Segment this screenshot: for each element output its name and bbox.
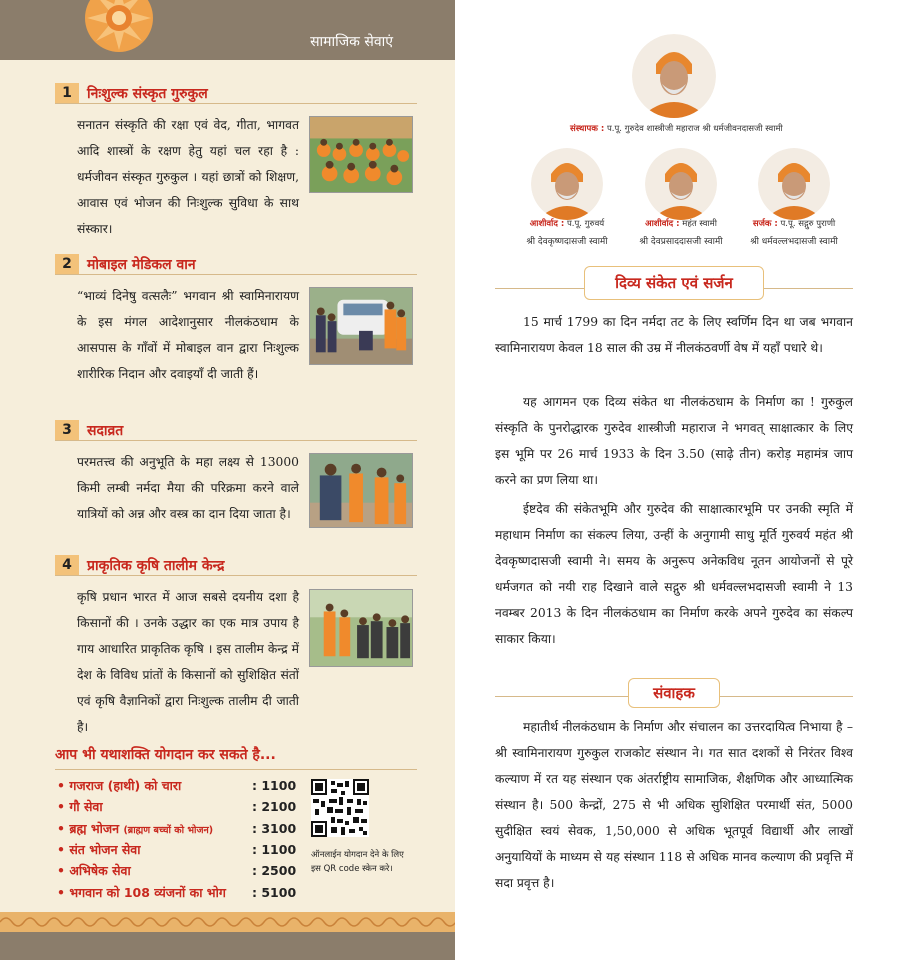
contribution-label: गजराज (हाथी) को चारा [69,778,182,794]
section-3-text: परमतत्त्व की अनुभूति के महा लक्ष्य से 13000 किमी लम्बी नर्मदा मैया की परिक्रमा करने वाले यात्रियों को अन्न और वस्त्र का दान दिया जाता है। [77,455,299,521]
footer-bar [0,932,455,960]
qr-code-icon[interactable] [311,778,369,838]
contribution-amount: : 1100 [252,778,297,794]
saint-caption-2 [628,218,734,247]
gurukul-students-photo [309,116,413,193]
divider [55,440,417,441]
footer-pattern [0,912,455,932]
contribution-label: संत भोजन सेवा [69,842,141,858]
section-1-text: सनातन संस्कृति की रक्षा एवं वेद, गीता, भागवत आदि शास्त्रों के रक्षण हेतु यहां चल रहा है : धर्मजीवन संस्कृत गुरुकुल । यहां छात्रों को शिक्षण, आवास एवं भोजन की निःशुल्क सुविधा के साथ संस्कार। [77,118,299,236]
section-title: मोबाइल मेडिकल वान [87,256,196,273]
contribution-label: भगवान को 108 व्यंजनों का भोग [69,884,226,900]
farming-training-photo [309,589,413,667]
section-number: 2 [55,254,79,274]
section-title: सदाव्रत [87,422,124,439]
saint-name: श्री धर्मवल्लभदासजी स्वामी [750,237,838,247]
list-item: • गजराज (हाथी) को चारा : 1100 [57,778,297,794]
contribution-amount: : 2100 [252,799,297,815]
divine-paragraph-3: ईष्टदेव की संकेतभूमि और गुरुदेव की साक्षात्कारभूमि पर उनकी स्मृति में महाधाम निर्माण का संकल्प लिया, उन्हीं के अनुगामी साधु मूर्ति गुरुवर्य महंत श्री देवकृष्णदासजी स्वामी ने। समय के अनुरूप अनेकविध नूतन आयोजनों से पूरे धर्मजगत को नयी राह दिखाने वाले सद्गुरु श्री धर्मवल्लभदासजी स्वामी ने 13 नवम्बर 2013 के दिन नीलकंठधाम का निर्माण करके अपने गुरुदेव का संकल्प साकार किया। [495,502,853,646]
contribution-label: अभिषेक सेवा [69,863,131,879]
header-bar [0,0,455,60]
founder-role: संस्थापक : [570,124,605,134]
section-3-heading [55,419,123,441]
operator-heading: संवाहक [628,678,720,708]
divider [55,274,417,275]
contribution-sublabel: (ब्राह्मण बच्चों को भोजन) [123,824,214,836]
contribution-label: गौ सेवा [69,799,103,815]
saint-caption-1 [514,218,620,247]
list-item: • ब्रह्म भोजन (ब्राह्मण बच्चों को भोजन) : 3100 [57,820,297,836]
contribution-amount: : 1100 [252,842,297,858]
list-item: • भगवान को 108 व्यंजनों का भोग : 5100 [57,884,297,900]
operator-paragraph: महातीर्थ नीलकंठधाम के निर्माण और संचालन का उत्तरदायित्व निभाया है – श्री स्वामिनारायण गुरुकुल राजकोट संस्थान ने। गत सात दशकों से निरंतर विश्व कल्याण में रत यह संस्थान एक अंतर्राष्ट्रीय सामाजिक, शैक्षणिक और आध्यात्मिक संस्थान है। 500 केन्द्रों, 275 से भी अधिक सुशिक्षित परमार्थी संत, 5000 सुदीक्षित स्वयं सेवक, 1,50,000 से अधिक भूतपूर्व विद्यार्थी और लाखों अनुयायियों के माध्यम से यह संस्थान 118 से अधिक मानव कल्याण की प्रवृत्ति में सदा प्रवृत्त है। [495,720,853,890]
founder-caption [570,123,782,134]
divine-heading: दिव्य संकेत एवं सर्जन [584,266,764,300]
saint-role: आशीर्वाद : [529,219,565,229]
founder-name: प.पू. गुरुदेव शास्त्रीजी महाराज श्री धर्मजीवनदासजी स्वामी [606,124,783,134]
section-4-heading [55,554,224,576]
list-item: • गौ सेवा : 2100 [57,799,297,815]
contribution-title: आप भी यथाशक्ति योगदान कर सकते है... [55,747,276,763]
saint-role: आशीर्वाद : [645,219,680,229]
divider [55,575,417,576]
saint-title: प.पू. गुरुवर्य [566,219,605,229]
contribution-amount: : 2500 [252,863,297,879]
saint-caption-3 [741,218,847,247]
founder-portrait [632,34,716,118]
section-1-heading [55,82,208,104]
section-number: 1 [55,83,79,103]
saint-title: प.पू. सद्गुरु पुराणी [780,219,836,229]
list-item: • अभिषेक सेवा : 2500 [57,863,297,879]
section-title: प्राकृतिक कृषि तालीम केन्द्र [87,557,225,574]
section-4-text: कृषि प्रधान भारत में आज सबसे दयनीय दशा है किसानों की । उनके उद्धार का एक मात्र उपाय है गाय आधारित प्राकृतिक कृषि । इस तालीम केन्द्र में देश के विविध प्रांतों के किसानों को सुशिक्षित संतों एवं कृषि वैज्ञानिकों द्वारा निःशुल्क तालीम दी जाती है। [77,590,299,734]
saint-role: सर्जक : [752,219,778,229]
saint-title: महंत स्वामी [682,219,717,229]
contribution-label: ब्रह्म भोजन [69,820,120,836]
section-number: 4 [55,555,79,575]
divider [55,103,417,104]
section-title: निःशुल्क संस्कृत गुरुकुल [87,85,208,102]
saint-name: श्री देवप्रसाददासजी स्वामी [639,237,723,247]
section-number: 3 [55,420,79,440]
divine-paragraph-1: 15 मार्च 1799 का दिन नर्मदा तट के लिए स्वर्णिम दिन था जब भगवान स्वामिनारायण केवल 18 साल की उम्र में नीलकंठवर्णी वेष में यहाँ पधारे थे। [495,315,853,355]
saint-portrait-3 [758,148,830,220]
section-2-heading [55,253,196,275]
contribution-list [57,775,302,903]
sadavrat-photo [309,453,413,528]
saint-name: श्री देवकृष्णदासजी स्वामी [526,237,608,247]
list-item: • संत भोजन सेवा : 1100 [57,842,297,858]
divine-paragraph-2: यह आगमन एक दिव्य संकेत था नीलकंठधाम के निर्माण का ! गुरुकुल संस्कृति के पुनरोद्धारक गुरुदेव शास्त्रीजी महाराज ने भगवत् साक्षात्कार के लिए इस भूमि पर 26 मार्च 1933 के दिन 3.50 (साढ़े तीन) करोड़ महामंत्र जाप करने का प्रण लिया था। [495,395,853,487]
rosette-ornament-icon [80,0,158,62]
divider [55,769,417,770]
section-2-text: “भाव्यं दिनेषु वत्सलैः” भगवान श्री स्वामिनारायण के इस मंगल आदेशानुसार नीलकंठधाम के आसपास के गाँवों में मोबाइल वान द्वारा निःशुल्क शारीरिक निदान और दवाइयाँ दी जाती हैं। [77,289,299,381]
saint-portrait-2 [645,148,717,220]
medical-van-photo [309,287,413,365]
contribution-amount: : 3100 [252,820,297,836]
page-title: सामाजिक सेवाएं [310,34,393,50]
contribution-amount: : 5100 [252,884,297,900]
saint-portrait-1 [531,148,603,220]
qr-instruction: ऑनलाईन योगदान देने के लिए इस QR code स्केन करे। [311,850,404,874]
